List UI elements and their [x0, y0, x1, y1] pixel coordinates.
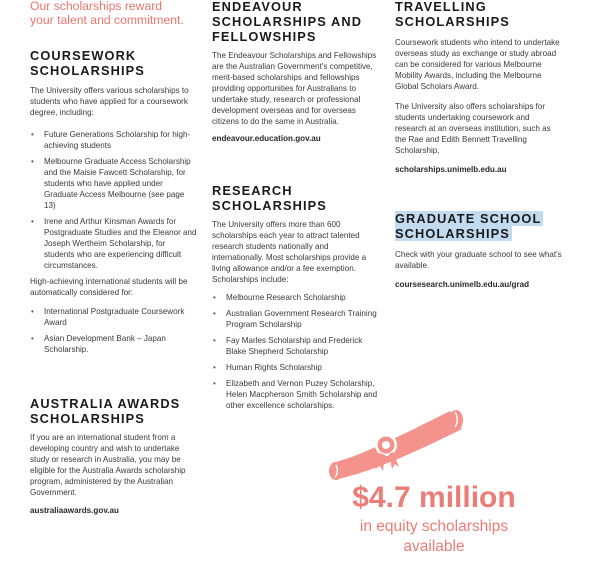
graduate-school-body: Check with your graduate school to see what's available.: [395, 250, 562, 270]
travelling-link[interactable]: scholarships.unimelb.edu.au: [395, 165, 507, 174]
endeavour-body: The Endeavour Scholarships and Fellowships are the Australian Government's competitive, merit-based scholarships and fellowships providing opportunities for Australians to undertake study, research or professional development overseas and for overseas citizens to do the same in Australia.: [212, 51, 377, 126]
intro-line-1: Our scholarships reward: [30, 0, 163, 13]
list-item: • Melbourne Research Scholarship: [212, 292, 382, 303]
coursework-title: [30, 48, 198, 78]
coursework-list: [30, 129, 198, 271]
coursework-title-line-2: SCHOLARSHIPS: [30, 63, 145, 78]
endeavour-section: [212, 0, 382, 144]
intro-line-2: your talent and commitment.: [30, 13, 184, 27]
list-item: • Melbourne Graduate Access Scholarship and the Maisie Fawcett Scholarship, for students who have applied under Graduate Access Melbourne (see page 13): [30, 156, 198, 211]
list-item: • Human Rights Scholarship: [212, 362, 382, 373]
travelling-title-line-2: SCHOLARSHIPS: [395, 14, 510, 29]
coursework-title-line-1: COURSEWORK: [30, 48, 137, 63]
graduate-school-section: [395, 211, 563, 290]
international-list: [30, 306, 198, 355]
travelling-body-1: Coursework students who intend to undertake overseas study as exchange or study abroad can be considered for various Melbourne Mobility Awards, including the Melbourne Global Scholars Award.: [395, 38, 560, 91]
endeavour-title-line-2: SCHOLARSHIPS AND: [212, 14, 363, 29]
research-list: [212, 292, 382, 411]
research-section: [212, 183, 382, 416]
international-intro: High-achieving international students will be automatically considered for:: [30, 277, 188, 297]
list-item: • Future Generations Scholarship for high-achieving students: [30, 129, 198, 151]
travelling-title-line-1: TRAVELLING: [395, 0, 487, 14]
list-item: • Asian Development Bank – Japan Scholarship.: [30, 333, 198, 355]
research-title: [212, 183, 382, 213]
australia-awards-title-line-2: SCHOLARSHIPS: [30, 411, 145, 426]
list-item: • Elizabeth and Vernon Puzey Scholarship, Helen Macpherson Smith Scholarship and other excellence scholarships.: [212, 378, 382, 411]
graduate-school-link[interactable]: coursesearch.unimelb.edu.au/grad: [395, 280, 530, 289]
australia-awards-title: [30, 396, 198, 426]
research-intro: The University offers more than 600 scholarships each year to attract talented research students nationally and internationally. Most scholarships provide a living allowance and/or a fee exemption. Scholarships include:: [212, 220, 367, 284]
list-item: • International Postgraduate Coursework Award: [30, 306, 198, 328]
graduate-school-title-line-1: GRADUATE SCHOOL: [395, 211, 542, 226]
diploma-scroll-icon: [328, 405, 468, 487]
list-item: • Irene and Arthur Kinsman Awards for Postgraduate Studies and the Eleanor and Joseph Wertheim Scholarship, for students who are experiencing difficult circumstances.: [30, 216, 198, 271]
coursework-section: [30, 48, 198, 360]
stat-caption-line-1: in equity scholarships: [359, 518, 509, 535]
australia-awards-title-line-1: AUSTRALIA AWARDS: [30, 396, 181, 411]
endeavour-title-line-1: ENDEAVOUR: [212, 0, 303, 14]
list-item: • Fay Marles Scholarship and Frederick Blake Shepherd Scholarship: [212, 335, 382, 357]
list-item: • Australian Government Research Training Program Scholarship: [212, 308, 382, 330]
graduate-school-title-line-2: SCHOLARSHIPS: [395, 226, 510, 241]
endeavour-title: [212, 0, 382, 44]
research-title-line-2: SCHOLARSHIPS: [212, 198, 327, 213]
equity-stat: [326, 482, 542, 557]
endeavour-link[interactable]: endeavour.education.gov.au: [212, 134, 321, 143]
stat-value: $4.7 million: [352, 481, 516, 514]
research-title-line-1: RESEARCH: [212, 183, 293, 198]
intro-tagline: [30, 0, 200, 27]
coursework-intro: The University offers various scholarships to students who have applied for a coursework degree, including:: [30, 86, 189, 117]
travelling-section: [395, 0, 563, 175]
travelling-body-2: The University also offers scholarships for students undertaking coursework and research at an overseas institution, such as the Rae and Edith Bennett Travelling Scholarship.: [395, 102, 551, 155]
graduate-school-title: [395, 211, 563, 241]
australia-awards-section: [30, 396, 198, 516]
australia-awards-body: If you are an international student from a developing country and wish to undertake study or research in Australia, you may be eligible for the Australia Awards scholarship program, administered by the Australian Government.: [30, 433, 186, 497]
travelling-title: [395, 0, 563, 29]
australia-awards-link[interactable]: australiaawards.gov.au: [30, 506, 119, 515]
stat-caption-line-2: available: [403, 538, 465, 555]
endeavour-title-line-3: FELLOWSHIPS: [212, 29, 317, 44]
